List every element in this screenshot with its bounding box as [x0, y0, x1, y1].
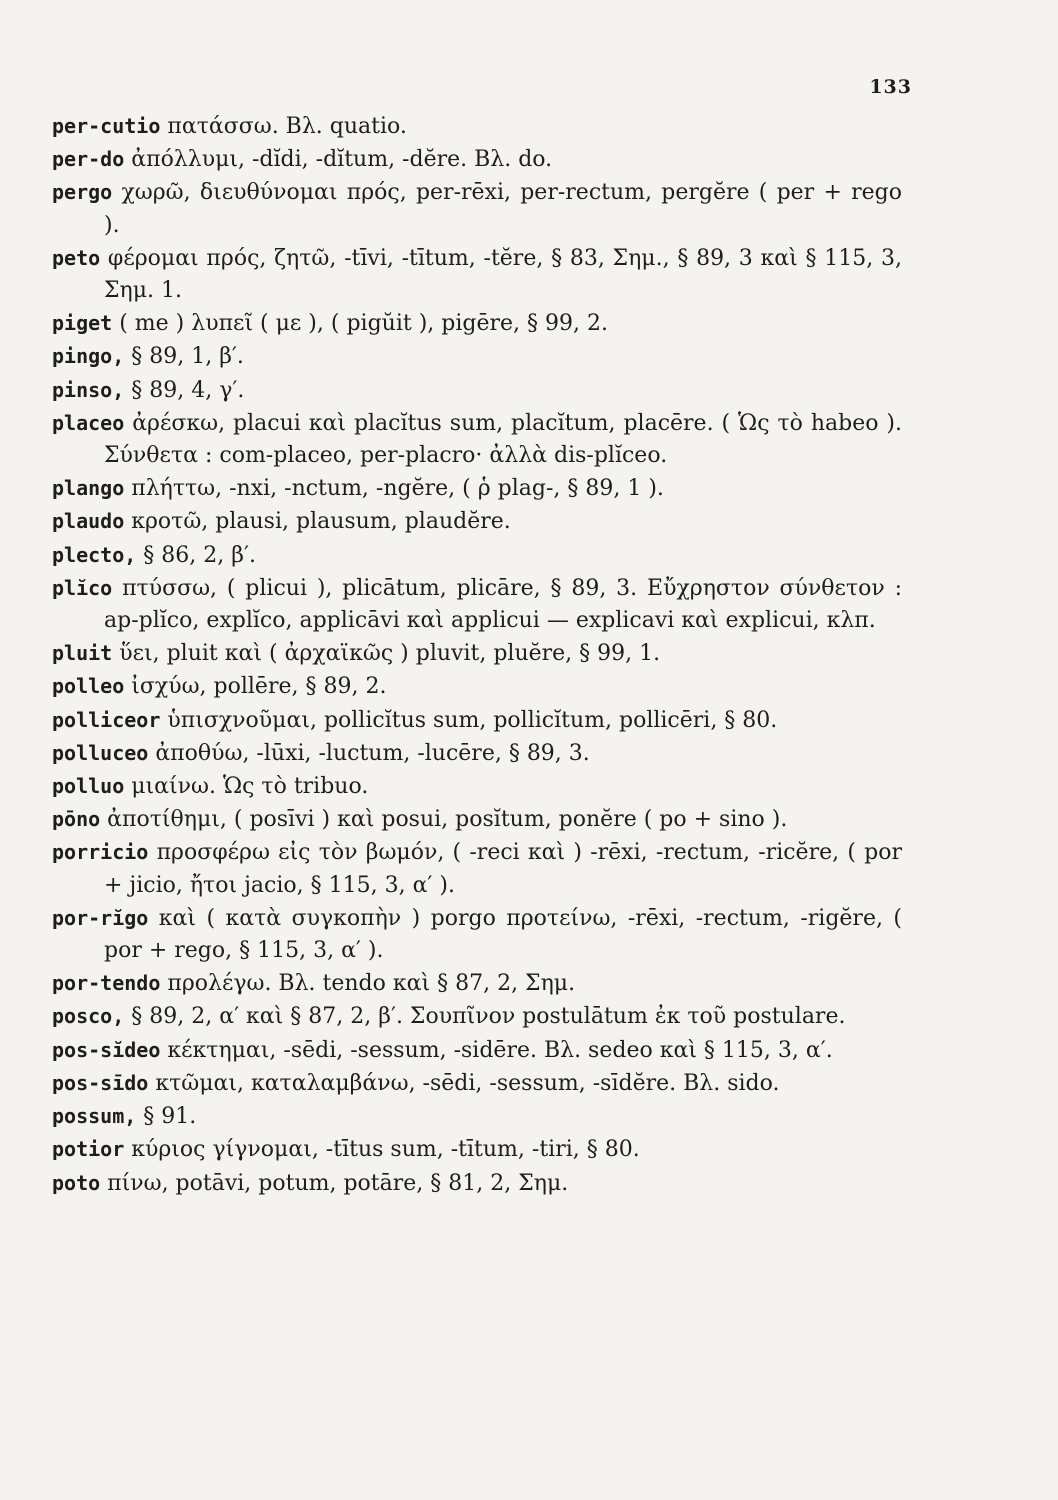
- headword: pluit: [52, 641, 113, 666]
- page-number: 133: [869, 76, 912, 98]
- definition: χωρῶ, διευθύνομαι πρός, per-rēxi, per-rectum, pergĕre ( per + rego ).: [104, 180, 902, 238]
- definition: ἀποτίθημι, ( posīvi ) καὶ posui, posĭtum, ponĕre ( po + sino ).: [107, 807, 788, 833]
- headword: piget: [52, 311, 113, 336]
- definition: ἰσχύω, pollēre, § 89, 2.: [131, 674, 387, 700]
- entry: [52, 637, 902, 670]
- entry: [52, 505, 902, 538]
- definition: ὑπισχνοῦμαι, pollicĭtus sum, pollicĭtum, pollicēri, § 80.: [167, 707, 778, 733]
- headword: plaudo: [52, 509, 125, 534]
- definition: πίνω, potāvi, potum, potāre, § 81, 2, Σημ.: [107, 1170, 569, 1196]
- headword: pingo,: [52, 344, 125, 369]
- headword: polluo: [52, 774, 125, 799]
- headword: polleo: [52, 674, 125, 699]
- entry: [52, 539, 902, 572]
- entry: [52, 407, 902, 472]
- definition: κύριος γίγνομαι, -tītus sum, -tītum, -tiri, § 80.: [131, 1137, 640, 1163]
- definition: ἀρέσκω, placui καὶ placĭtus sum, placĭtum, placēre. ( Ὡς τὸ habeo ). Σύνθετα : com-placeo, per-placro· ἀλλὰ dis-plĭceo.: [104, 410, 902, 469]
- entry: [52, 770, 902, 803]
- entry: [52, 110, 902, 143]
- entry: [52, 902, 902, 967]
- headword: polluceo: [52, 740, 149, 765]
- entry: [52, 472, 902, 505]
- entry: [52, 967, 902, 1000]
- headword: pos-sĭdeo: [52, 1037, 161, 1062]
- headword: plecto,: [52, 542, 137, 567]
- headword: pergo: [52, 180, 113, 205]
- headword: peto: [52, 245, 101, 270]
- headword: porricio: [52, 840, 149, 865]
- definition: μιαίνω. Ὡς τὸ tribuo.: [131, 774, 369, 800]
- definition: ( me ) λυπεῖ ( με ), ( pigŭit ), pigēre, § 99, 2.: [119, 311, 608, 337]
- definition: πατάσσω. Βλ. quatio.: [167, 114, 407, 139]
- definition: § 89, 4, γ′.: [131, 377, 245, 403]
- definition: καὶ ( κατὰ συγκοπὴν ) porgo προτείνω, -rēxi, -rectum, -rigĕre, ( por + rego, § 115, 3, α′ ).: [104, 905, 903, 964]
- entry: [52, 340, 902, 373]
- headword: potior: [52, 1137, 125, 1162]
- entry: [52, 242, 902, 307]
- entry: [52, 704, 902, 737]
- definition: ὕει, pluit καὶ ( ἀρχαϊκῶς ) pluvit, pluĕre, § 99, 1.: [119, 641, 661, 667]
- entry: [52, 572, 902, 637]
- entry: [52, 176, 902, 241]
- entry: [52, 1000, 902, 1033]
- headword: polliceor: [52, 707, 161, 732]
- entry: [52, 143, 902, 176]
- entry: [52, 1133, 902, 1166]
- headword: pos-sīdo: [52, 1070, 149, 1095]
- definition: § 86, 2, β′.: [143, 542, 256, 568]
- definition: § 89, 1, β′.: [131, 344, 244, 370]
- headword: per-do: [52, 147, 125, 172]
- entry: [52, 1167, 902, 1200]
- definition: προσφέρω εἰς τὸν βωμόν, ( -reci καὶ ) -rēxi, -rectum, -ricĕre, ( por + jicio, ἤτοι jacio, § 115, 3, α′ ).: [104, 840, 902, 898]
- definition: ἀπόλλυμι, -dĭdi, -dĭtum, -dĕre. Βλ. do.: [131, 147, 553, 173]
- entry: [52, 1034, 902, 1067]
- headword: plango: [52, 476, 125, 501]
- definition: ἀποθύω, -lūxi, -luctum, -lucēre, § 89, 3.: [155, 740, 590, 766]
- entry: [52, 836, 902, 901]
- headword: pinso,: [52, 377, 125, 402]
- definition: πλήττω, -nxi, -nctum, -ngĕre, ( ῥ plag-, § 89, 1 ).: [131, 476, 664, 502]
- definition: προλέγω. Βλ. tendo καὶ § 87, 2, Σημ.: [167, 971, 576, 997]
- entry: [52, 307, 902, 340]
- headword: pōno: [52, 807, 101, 832]
- entry: [52, 1067, 902, 1100]
- headword: poto: [52, 1170, 101, 1195]
- entry: [52, 670, 902, 703]
- headword: placeo: [52, 410, 125, 435]
- dictionary-entries: [52, 110, 902, 1200]
- definition: κτῶμαι, καταλαμβάνω, -sēdi, -sessum, -sīdĕre. Βλ. sido.: [155, 1070, 780, 1096]
- definition: § 91.: [143, 1104, 197, 1130]
- definition: κροτῶ, plausi, plausum, plaudĕre.: [131, 509, 511, 535]
- headword: por-tendo: [52, 971, 161, 996]
- headword: posco,: [52, 1004, 125, 1029]
- headword: possum,: [52, 1104, 137, 1129]
- entry: [52, 737, 902, 770]
- definition: § 89, 2, α′ καὶ § 87, 2, β′. Σουπῖνον postulātum ἐκ τοῦ postulare.: [131, 1004, 846, 1030]
- entry: [52, 1100, 902, 1133]
- headword: plĭco: [52, 575, 113, 600]
- entry: [52, 374, 902, 407]
- definition: φέρομαι πρός, ζητῶ, -tīvi, -tītum, -tĕre, § 83, Σημ., § 89, 3 καὶ § 115, 3, Σημ. 1.: [104, 245, 902, 304]
- headword: per-cutio: [52, 114, 161, 138]
- definition: κέκτημαι, -sēdi, -sessum, -sidēre. Βλ. sedeo καὶ § 115, 3, α′.: [167, 1037, 833, 1063]
- entry: [52, 803, 902, 836]
- definition: πτύσσω, ( plicui ), plicātum, plicāre, § 89, 3. Εὔχρηστον σύνθετον : ap-plĭco, explĭco, applicāvi καὶ applicui — explicavi καὶ explicui, κλπ.: [104, 575, 902, 634]
- headword: por-rĭgo: [52, 905, 149, 930]
